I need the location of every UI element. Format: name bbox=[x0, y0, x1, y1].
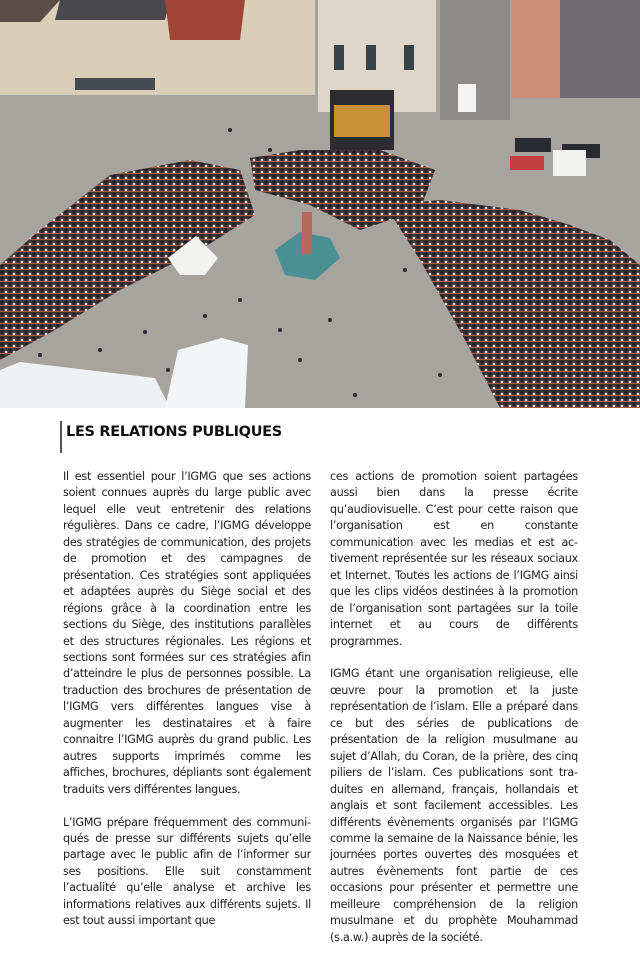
paragraph: L’IGMG prépare fréquemment des communiqués de presse sur différents sujets qu’elle partage avec le public afin de l’informer sur ses positions. Elle suit constamment l’actualité qu’elle analyse et archive les informations relatives aux différents sujets. Il est tout aussi important que bbox=[63, 815, 311, 928]
header-photo bbox=[0, 0, 640, 408]
section-heading-bar bbox=[60, 421, 282, 453]
tent-right bbox=[553, 150, 586, 176]
paragraph: ces actions de promotion soient partagées aussi bien dans la presse écrite qu’audiovisuelle. C’est pour cette raison que l’organisation est en constante communication avec les medias et est activement représentée sur les réseaux sociaux et Internet. Toutes les actions de l’IGMG ainsi que les clips vidéos destinées à la promotion de l’organisation sont partagées sur la toile internet et au cours de différents programmes. bbox=[330, 470, 578, 648]
section-title: LES RELATIONS PUBLIQUES bbox=[66, 424, 282, 440]
text-column-right bbox=[330, 469, 578, 963]
town-square-photo bbox=[0, 0, 640, 408]
paragraph: IGMG étant une organisation religieuse, elle œuvre pour la promotion et la juste représentation de l’islam. Elle a préparé dans ce but des séries de publications de présentation de la religion musulmane au sujet d’Allah, du Coran, de la prière, des cinq piliers de l’islam. Ces publications sont traduites en allemand, français, hollandais et anglais et sont facilement accessibles. Les différents évènements organisés par l’IGMG comme la semaine de la Naissance bénie, les journées portes ouvertes des mosquées et autres évènements font partie de ces occasions pour présenter et permettre une meilleure compréhension de la religion musulmane et du prophète Mouhammad (s.a.w.) auprès de la société. bbox=[330, 667, 578, 944]
text-column-left bbox=[63, 469, 311, 946]
paragraph: Il est essentiel pour l’IGMG que ses actions soient connues auprès du large public avec lequel elle veut entretenir des relations régulières. Dans ce cadre, l’IGMG développe des stratégies de communication, des projets de promotion et des campagnes de présentation. Ces stratégies sont appliquées et adaptées auprès du Siège social et des régions grâce à la coordination entre les sections du Siège, des institutions parallèles et des structures régionales. Les régions et sections sont formées sur ces stratégies afin d’atteindre le plus de personnes possible. La traduction des brochures de présentation de l’IGMG vers différentes langues vise à augmenter les destinataires et à faire connaitre l’IGMG auprès du grand public. Les autres supports imprimés comme les affiches, brochures, dépliants sont également traduits vers différentes langues. bbox=[63, 470, 311, 796]
